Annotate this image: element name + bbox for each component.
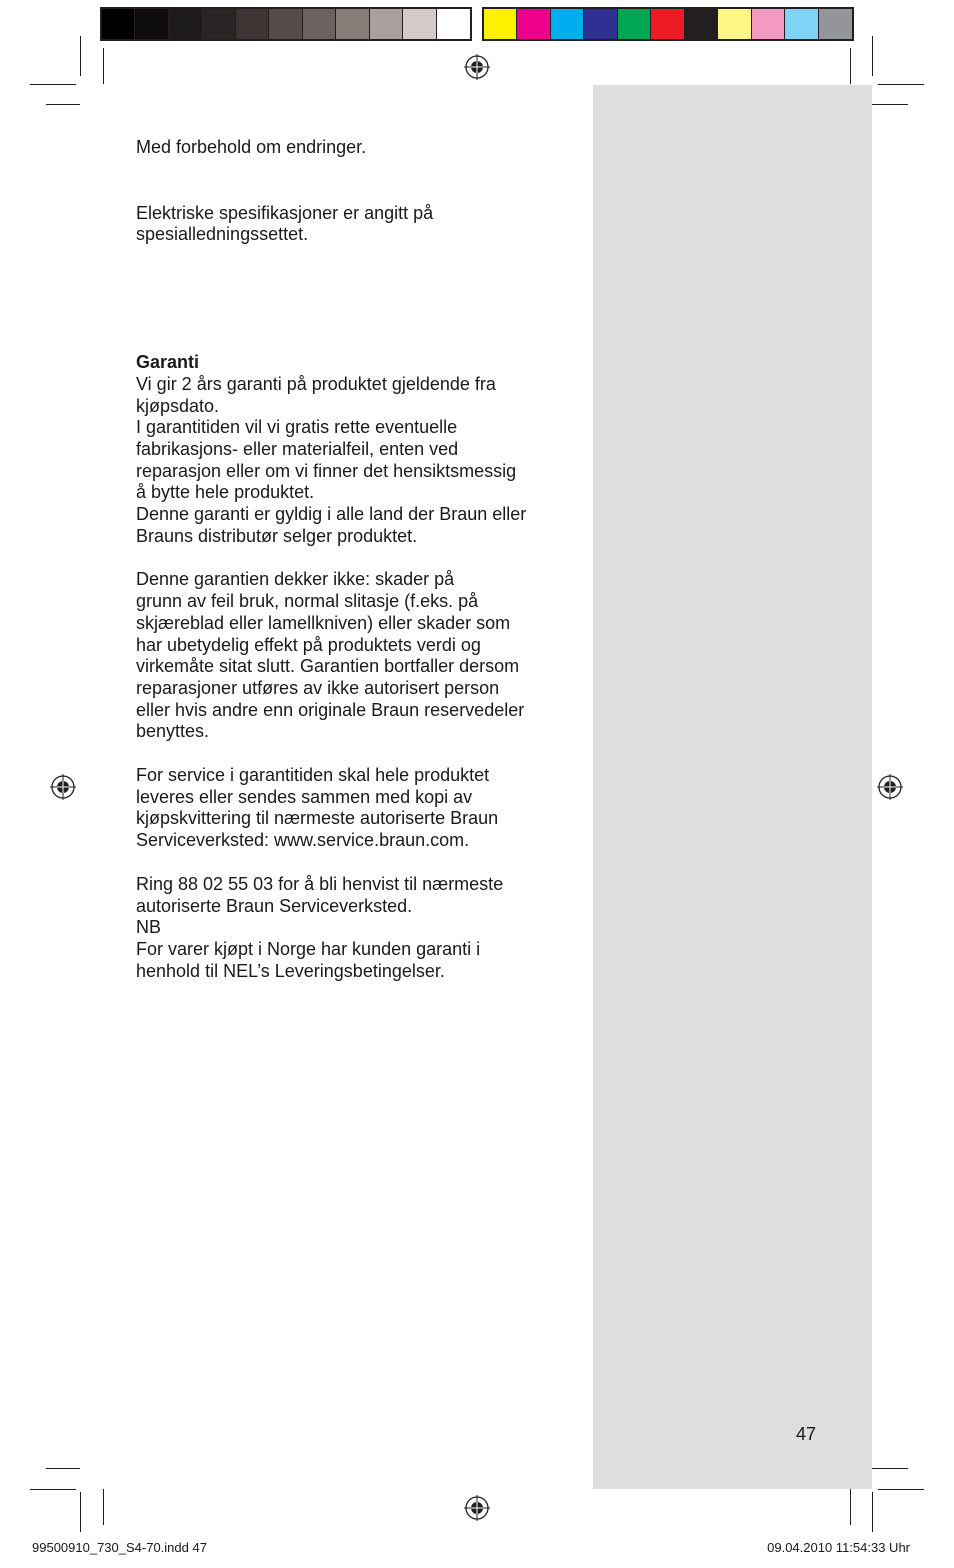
notice-text: Med forbehold om endringer. <box>136 137 367 157</box>
color-swatch <box>785 9 818 39</box>
registration-mark-icon <box>50 774 76 800</box>
color-swatch <box>584 9 617 39</box>
crop-mark <box>878 84 924 85</box>
color-swatch <box>370 9 403 39</box>
color-swatch <box>202 9 235 39</box>
color-swatch <box>752 9 785 39</box>
crop-mark <box>103 1489 104 1525</box>
color-swatch <box>236 9 269 39</box>
color-swatch <box>102 9 135 39</box>
color-swatch <box>718 9 751 39</box>
section-heading: Garanti <box>136 352 200 373</box>
crop-mark <box>850 48 851 84</box>
crop-mark <box>872 1492 873 1532</box>
gray-color-bar <box>100 7 472 41</box>
footer-timestamp: 09.04.2010 11:54:33 Uhr <box>767 1540 910 1555</box>
crop-mark <box>80 1492 81 1532</box>
color-swatch <box>651 9 684 39</box>
side-panel <box>593 85 872 1489</box>
crop-mark <box>872 36 873 76</box>
crop-mark <box>46 104 80 105</box>
crop-mark <box>80 36 81 76</box>
process-color-bar <box>482 7 854 41</box>
crop-mark <box>850 1489 851 1525</box>
electrical-spec-text: Elektriske spesifikasjoner er angitt på spesialledningssettet. <box>136 202 434 245</box>
color-swatch <box>819 9 852 39</box>
crop-mark <box>103 48 104 84</box>
color-swatch <box>437 9 470 39</box>
color-swatch <box>336 9 369 39</box>
color-swatch <box>135 9 168 39</box>
crop-mark <box>872 1468 908 1469</box>
registration-mark-icon <box>464 54 490 80</box>
registration-mark-icon <box>877 774 903 800</box>
color-swatch <box>403 9 436 39</box>
document-body <box>136 137 576 982</box>
crop-mark <box>872 104 908 105</box>
crop-mark <box>30 84 76 85</box>
crop-mark <box>46 1468 80 1469</box>
color-swatch <box>685 9 718 39</box>
color-swatch <box>551 9 584 39</box>
crop-mark <box>30 1489 76 1490</box>
footer-file-info: 99500910_730_S4-70.indd 47 <box>32 1540 207 1555</box>
exclusions-paragraph: Denne garantien dekker ikke: skader på grunn av feil bruk, normal slitasje (f.eks. på skjæreblad eller lamellkniven) eller skader som har ubetydelig effekt på produktets verdi og virkemåte sitat slutt. Garantien bortfaller dersom reparasjoner utføres av ikke autorisert person eller hvis andre enn originale Braun reservedeler benyttes. <box>136 569 525 742</box>
page-number: 47 <box>796 1424 817 1444</box>
color-swatch <box>269 9 302 39</box>
color-swatch <box>303 9 336 39</box>
registration-mark-icon <box>464 1495 490 1521</box>
contact-paragraph: Ring 88 02 55 03 for å bli henvist til nærmeste autoriserte Braun Serviceverksted. NB For varer kjøpt i Norge har kunden garanti i henhold til NEL’s Leveringsbetingelser. <box>136 873 504 981</box>
color-swatch <box>484 9 517 39</box>
service-paragraph: For service i garantitiden skal hele produktet leveres eller sendes sammen med kopi av kjøpskvittering til nærmeste autoriserte Braun Serviceverksted: www.service.braun.com. <box>136 765 499 851</box>
warranty-paragraph: Vi gir 2 års garanti på produktet gjeldende fra kjøpsdato. I garantitiden vil vi gratis rette eventuelle fabrikasjons- eller materialfeil, enten ved reparasjon eller om vi finner det hensiktsmessig å bytte hele produktet. Denne garanti er gyldig i alle land der Braun eller Brauns distributør selger produktet. <box>136 373 527 546</box>
color-swatch <box>618 9 651 39</box>
color-swatch <box>169 9 202 39</box>
color-swatch <box>517 9 550 39</box>
crop-mark <box>878 1489 924 1490</box>
